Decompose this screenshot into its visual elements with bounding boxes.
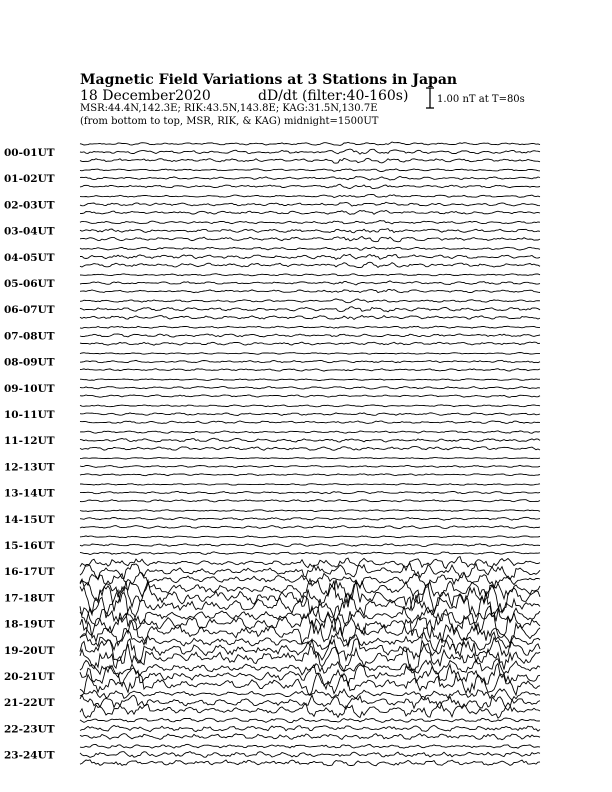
station-trace (80, 169, 540, 172)
station-trace (80, 734, 540, 740)
station-trace (80, 557, 540, 569)
station-trace (80, 315, 540, 319)
hour-label: 12-13UT (4, 461, 55, 474)
station-trace (80, 491, 540, 493)
station-trace (80, 184, 540, 189)
station-trace (80, 517, 540, 520)
station-trace (80, 274, 540, 276)
station-trace (80, 725, 540, 731)
hour-label: 13-14UT (4, 487, 55, 500)
station-trace (80, 760, 540, 766)
station-trace (80, 564, 540, 580)
station-trace (80, 290, 540, 293)
station-trace (80, 379, 540, 381)
hour-label: 18-19UT (4, 618, 55, 631)
station-trace (80, 438, 540, 442)
chart-mode: dD/dt (filter:40-160s) (258, 88, 409, 104)
chart-title: Magnetic Field Variations at 3 Stations in Japan (80, 72, 458, 88)
hour-label: 08-09UT (4, 356, 55, 369)
hour-label: 01-02UT (4, 173, 55, 186)
hour-label: 14-15UT (4, 513, 55, 526)
scale-label: 1.00 nT at T=80s (437, 94, 525, 105)
hour-label: 16-17UT (4, 566, 55, 579)
hour-label: 09-10UT (4, 382, 55, 395)
station-trace (80, 247, 540, 250)
hour-label: 07-08UT (4, 330, 55, 343)
station-trace (80, 718, 540, 723)
station-trace (80, 254, 540, 259)
hour-label: 21-22UT (4, 697, 55, 710)
station-trace (80, 465, 540, 467)
station-trace (80, 431, 540, 434)
chart-date: 18 December2020 (80, 88, 211, 104)
station-trace (80, 659, 540, 677)
station-trace (80, 299, 540, 303)
station-trace (80, 395, 540, 397)
station-trace (80, 307, 540, 312)
hour-label: 19-20UT (4, 644, 55, 657)
hour-label: 17-18UT (4, 592, 55, 605)
station-trace (80, 229, 540, 233)
station-trace (80, 342, 540, 345)
hour-label: 15-16UT (4, 540, 55, 552)
hour-label: 11-12UT (4, 435, 55, 448)
station-trace (80, 552, 540, 555)
station-trace (80, 413, 540, 416)
hour-label: 06-07UT (4, 304, 55, 317)
station-trace (80, 510, 540, 512)
station-trace (80, 474, 540, 476)
station-trace (80, 744, 540, 748)
hour-label: 20-21UT (4, 671, 55, 683)
station-trace (80, 500, 540, 502)
station-trace (80, 702, 540, 719)
station-trace (80, 334, 540, 337)
station-trace (80, 484, 540, 486)
station-trace (80, 421, 540, 424)
station-coordinates: MSR:44.4N,142.3E; RIK:43.5N,143.8E; KAG:31.5N,130.7E (80, 103, 378, 114)
station-trace (80, 149, 540, 154)
station-trace (80, 360, 540, 362)
station-trace (80, 210, 540, 214)
station-trace (80, 221, 540, 224)
station-trace (80, 176, 540, 180)
station-trace (80, 281, 540, 285)
hour-label: 23-24UT (4, 749, 55, 762)
hour-label: 05-06UT (4, 278, 55, 290)
station-trace (80, 158, 540, 163)
station-trace (80, 458, 540, 460)
station-trace (80, 353, 540, 355)
station-trace (80, 326, 540, 328)
hour-label: 03-04UT (4, 225, 55, 238)
station-trace (80, 369, 540, 371)
station-trace (80, 544, 540, 547)
station-trace (80, 142, 540, 145)
station-order-note: (from bottom to top, MSR, RIK, & KAG) midnight=1500UT (80, 116, 379, 127)
hour-label: 22-23UT (4, 723, 55, 736)
station-trace (80, 590, 540, 623)
station-trace (80, 536, 540, 538)
station-trace (80, 526, 540, 529)
station-trace (80, 405, 540, 407)
hour-label: 04-05UT (4, 251, 55, 264)
hour-label: 02-03UT (4, 199, 55, 212)
station-trace (80, 752, 540, 758)
hour-label: 10-11UT (4, 409, 55, 421)
station-trace (80, 262, 540, 267)
scale-bar (426, 88, 434, 108)
hour-label: 00-01UT (4, 147, 55, 159)
station-trace (80, 447, 540, 451)
station-trace (80, 202, 540, 206)
station-trace (80, 194, 540, 197)
station-trace (80, 387, 540, 389)
station-trace (80, 236, 540, 241)
